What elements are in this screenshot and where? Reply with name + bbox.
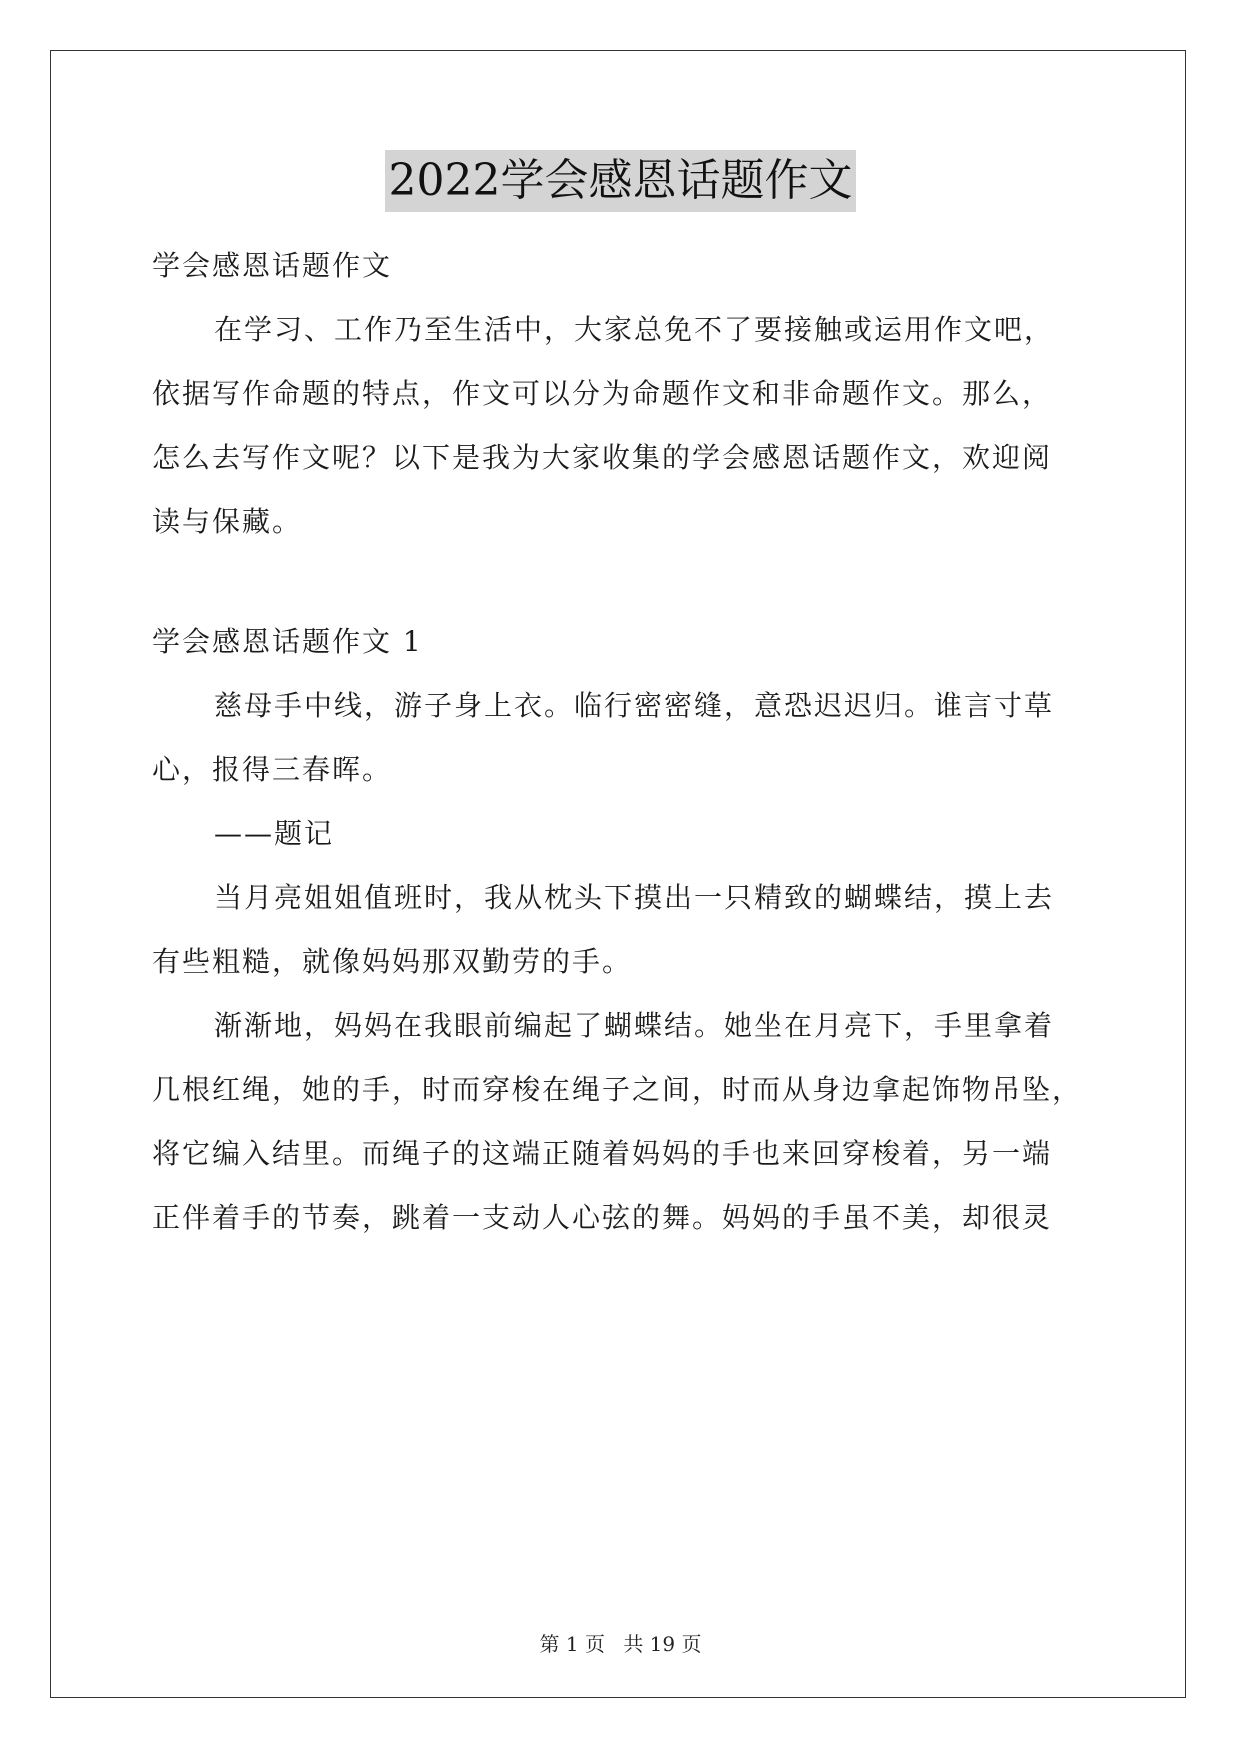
title-container (0, 150, 1241, 212)
paragraph-line: 当月亮姐姐值班时，我从枕头下摸出一只精致的蝴蝶结，摸上去 (214, 881, 1055, 914)
page-total: 共 19 页 (623, 1632, 702, 1656)
page-footer (0, 1628, 1241, 1657)
paragraph-line: 慈母手中线，游子身上衣。临行密密缝，意恐迟迟归。谁言寸草 (214, 689, 1055, 722)
spacer (152, 554, 1096, 610)
paragraph-line: 有些粗糙，就像妈妈那双勤劳的手。 (152, 945, 633, 978)
paragraph-line: 将它编入结里。而绳子的这端正随着妈妈的手也来回穿梭着，另一端 (152, 1137, 1053, 1170)
document-title: 2022学会感恩话题作文 (385, 150, 857, 212)
document-body (152, 234, 1096, 1250)
paragraph-line: 渐渐地，妈妈在我眼前编起了蝴蝶结。她坐在月亮下，手里拿着 (214, 1009, 1055, 1042)
section-heading: 学会感恩话题作文 1 (152, 625, 423, 658)
paragraph-line: 依据写作命题的特点，作文可以分为命题作文和非命题作文。那么， (152, 377, 1053, 410)
paragraph-line: 在学习、工作乃至生活中，大家总免不了要接触或运用作文吧， (214, 313, 1055, 346)
paragraph-line: 心，报得三春晖。 (152, 753, 393, 786)
page-number: 第 1 页 (539, 1632, 605, 1656)
section-heading: 学会感恩话题作文 (152, 249, 393, 282)
paragraph-line: 读与保藏。 (152, 505, 303, 538)
paragraph-line: 正伴着手的节奏，跳着一支动人心弦的舞。妈妈的手虽不美，却很灵 (152, 1201, 1053, 1234)
paragraph-line: 怎么去写作文呢？以下是我为大家收集的学会感恩话题作文，欢迎阅 (152, 441, 1053, 474)
epigraph-attribution: ——题记 (214, 817, 335, 850)
paragraph-line: 几根红绳，她的手，时而穿梭在绳子之间，时而从身边拿起饰物吊坠， (152, 1073, 1083, 1106)
